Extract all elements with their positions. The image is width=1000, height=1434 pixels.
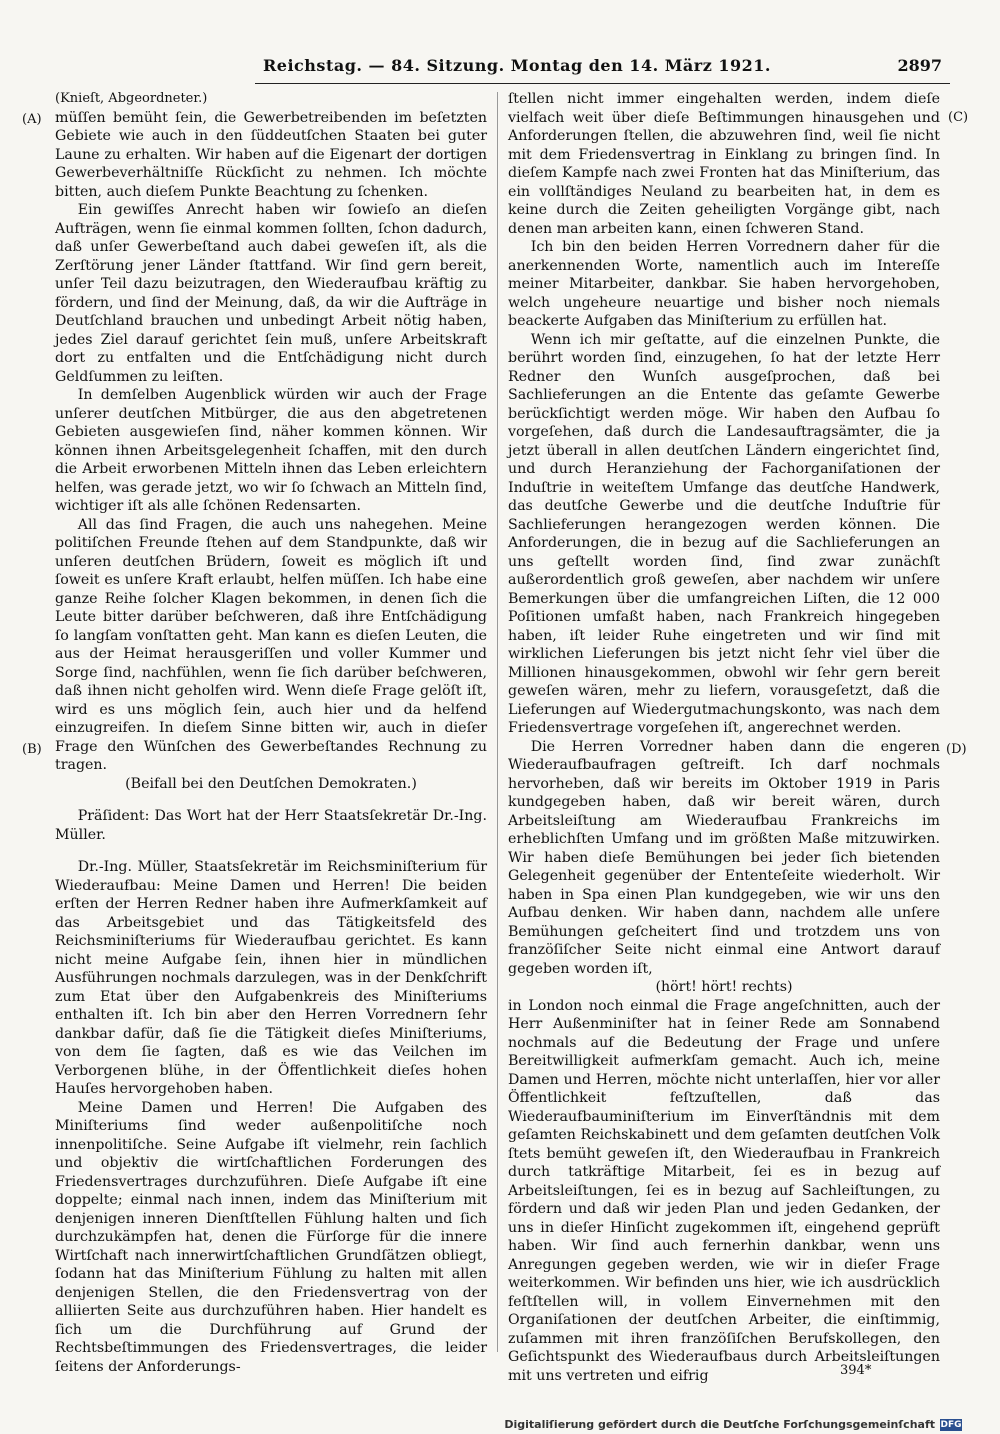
column-divider — [497, 92, 498, 1352]
margin-marker-c: (C) — [948, 110, 969, 125]
paragraph: Ein gewiſſes Anrecht haben wir ſowieſo an dieſen Aufträgen, wenn ſie einmal kommen ſollten, ſchon dadurch, daß unſer Gewerbeſtand auch dabei geweſen iſt, als die Zerſtörung jener Länder ſtattfand. Wir ſind gern bereit, unſer Teil dazu beizutragen, den Wiederaufbau kräftig zu fördern, und ſind der Meinung, daß, da wir die Aufträge in Deutſchland brauchen und unbedingt Arbeit nötig haben, jedes Ziel darauf gerichtet ſein muß, unſere Arbeitskraft dort zu entfalten und die Entſchädigung nicht durch Geldſummen zu leiſten. — [55, 202, 487, 385]
paragraph: Meine Damen und Herren! Die Aufgaben des Miniſteriums ſind weder außenpolitiſche noch innenpolitiſche. Seine Aufgabe iſt vielmehr, rein ſachlich und objektiv die wirtſchaftlichen Forderungen des Friedensvertrages durchzuführen. Dieſe Aufgabe iſt eine doppelte; einmal nach innen, indem das Miniſterium mit denjenigen inneren Dienſtſtellen Fühlung halten und ſich durchzukämpfen hat, denen die Fürſorge für die innere Wirtſchaft nach innerwirtſchaftlichen Grundſätzen obliegt, ſodann hat das Miniſterium Fühlung zu halten mit allen denjenigen Stellen, die den Friedensvertrag von der alliierten Seite aus durchzuführen haben. Hier handelt es ſich um die Durchführung auf Grund der Rechtsbeſtimmungen des Friedensvertrages, die leider ſeitens der Anforderungs- — [55, 1099, 487, 1375]
paragraph: In demſelben Augenblick würden wir auch der Frage unſerer deutſchen Mitbürger, die aus den abgetretenen Gebieten ausgewieſen ſind, näher kommen können. Wir können ihnen Arbeitsgelegenheit ſchaffen, mit den durch die Arbeit erworbenen Mitteln ihnen das Leben erleichtern helfen, was gerade jetzt, wo wir ſo ſchwach an Mitteln ſind, wichtiger iſt als alle ſchönen Redensarten. — [55, 387, 487, 514]
left-column — [55, 90, 487, 1376]
page-header — [255, 54, 950, 84]
margin-marker-b: (B) — [22, 742, 42, 757]
signature-mark: 394* — [840, 1363, 872, 1378]
speaker-note: (Knieſt, Abgeordneter.) — [55, 91, 208, 106]
paragraph: Ich bin den beiden Herren Vorrednern daher für die anerkennenden Worte, namentlich auch im Intereſſe meiner Mitarbeiter, dankbar. Sie haben hervorgehoben, welch ungeheure neuartige und bisher noch niemals beackerte Aufgaben das Miniſterium zu erfüllen hat. — [508, 239, 940, 329]
margin-marker-d: (D) — [946, 742, 967, 757]
header-rule — [255, 83, 950, 84]
paragraph: All das ſind Fragen, die auch uns nahegehen. Meine politiſchen Freunde ſtehen auf dem Standpunkte, daß wir unſeren deutſchen Brüdern, ſoweit es möglich iſt und ſoweit es unſere Kraft erlaubt, helfen müſſen. Ich habe eine ganze Reihe ſolcher Klagen bekommen, in denen ſich die Leute bitter darüber beſchweren, daß ihre Entſchädigung ſo langſam vonſtatten geht. Man kann es dieſen Leuten, die aus der Heimat herausgeriſſen und voller Kummer und Sorge ſind, nachfühlen, wenn ſie ſich darüber beſchweren, daß ihnen nicht geholfen wird. Wenn dieſe Frage gelöſt iſt, wird es uns möglich ſein, auch hier und da helfend einzugreifen. In dieſem Sinne bitten wir, auch in dieſer Frage den Wünſchen des Gewerbeſtandes Rechnung zu tragen. — [55, 516, 487, 773]
right-column — [508, 90, 940, 1385]
president-statement: Präſident: Das Wort hat der Herr Staatsſekretär Dr.-Ing. Müller. — [55, 808, 487, 843]
paragraph: ſtellen nicht immer eingehalten werden, indem dieſe vielfach weit über dieſe Beſtimmungen hinausgehen und Anforderungen ſtellen, die abzuwehren ſind, weil ſie nicht mit dem Friedensvertrag in Einklang zu bringen ſind. In dieſem Kampfe nach zwei Fronten hat das Miniſterium, das ein vollſtändiges Neuland zu bearbeiten hat, in dem es keine durch die Zeiten geheiligten Vorgänge gibt, nach denen man arbeiten kann, einen ſchweren Stand. — [508, 91, 940, 237]
paragraph: müſſen bemüht ſein, die Gewerbetreibenden im beſetzten Gebiete wie auch in den ſüddeutſchen Staaten bei guter Laune zu erhalten. Wir haben auf die Eigenart der dortigen Gewerbeverhältniſſe Rückſicht zu nehmen. Ich möchte bitten, auch dieſem Punkte Beachtung zu ſchenken. — [55, 109, 487, 200]
paragraph: Dr.-Ing. Müller, Staatsſekretär im Reichsminiſterium für Wiederaufbau: Meine Damen und Herren! Die beiden erſten der Herren Redner haben ihre Aufmerkſamkeit auf das Arbeitsgebiet und das Tätigkeitsfeld des Reichsminiſteriums für Wiederaufbau gerichtet. Es kann nicht meine Aufgabe ſein, ihnen hier in mündlichen Ausführungen nochmals darzulegen, was in der Denkſchrift zum Etat über den Aufgabenkreis des Miniſteriums enthalten iſt. Ich bin aber den Herren Vorrednern ſehr dankbar dafür, daß ſie die Tätigkeit dieſes Miniſteriums, von dem ſie ſagten, daß es wie das Veilchen im Verborgenen blühe, in der Öffentlichkeit dieſes hohen Hauſes hervorgehoben haben. — [55, 859, 487, 1097]
margin-marker-a: (A) — [22, 112, 42, 127]
paragraph: in London noch einmal die Frage angeſchnitten, auch der Herr Außenminiſter hat in ſeiner Rede am Sonnabend nochmals auf die Bedeutung der Frage und unſere Bereitwilligkeit aufmerkſam gemacht. Auch ich, meine Damen und Herren, möchte nicht unterlaſſen, hier vor aller Öffentlichkeit feſtzuſtellen, daß das Wiederaufbauminiſterium im Einverſtändnis mit dem geſamten Reichskabinett und dem geſamten deutſchen Volk ſtets bemüht geweſen iſt, den Wiederaufbau in Frankreich durch tatkräftige Mitarbeit, ſei es in bezug auf Arbeitsleiſtungen, ſei es in bezug auf Sachleiſtungen, zu fördern und daß wir jeden Plan und jeden Gedanken, der uns in dieſer Hinſicht zugekommen iſt, eingehend geprüft haben. Wir ſind auch fernerhin dankbar, wenn uns Anregungen gegeben werden, wie wir in dieſer Frage weiterkommen. Wir befinden uns hier, wie ich ausdrücklich feſtſtellen will, in vollem Einvernehmen mit den Organiſationen der deutſchen Arbeiter, die einſtimmig, zuſammen mit ihren franzöſiſchen Berufskollegen, den Geſichtspunkt des Wiederaufbaus durch Arbeitsleiſtungen mit uns vertreten und eifrig — [508, 997, 940, 1384]
header-title: Reichstag. — 84. Sitzung. Montag den 14. März 1921. — [263, 56, 771, 75]
interjection-note: (hört! hört! rechts) — [655, 979, 793, 995]
paragraph: Wenn ich mir geſtatte, auf die einzelnen Punkte, die berührt worden ſind, einzugehen, ſo hat der letzte Herr Redner den Wunſch ausgeſprochen, daß bei Sachlieferungen an die Entente das geſamte Gewerbe berückſichtigt werden möge. Wir haben den Aufbau ſo vorgeſehen, daß durch die Landesauftragsämter, die ja jetzt überall in allen deutſchen Ländern eingerichtet ſind, und durch Heranziehung der Fachorganiſationen der Induſtrie in weiteſtem Umfange das deutſche Handwerk, das deutſche Gewerbe und die deutſche Induſtrie für Sachlieferungen herangezogen werden können. Die Anforderungen, die in bezug auf die Sachlieferungen an uns geſtellt worden ſind, ſind zwar zunächſt außerordentlich groß geweſen, aber nachdem wir unſere Bemerkungen über die umfangreichen Liſten, die 12 000 Poſitionen umfaßt haben, nach Frankreich hingegeben haben, iſt leider Ruhe eingetreten und wir ſind mit wirklichen Lieferungen bis jetzt nicht ſehr viel über die Millionen hinausgekommen, obwohl wir ſehr gern bereit geweſen wären, mehr zu liefern, vorausgeſetzt, daß die Lieferungen auf Wiedergutmachungskonto, was nach dem Friedensvertrage vorgeſehen iſt, angerechnet werden. — [508, 331, 940, 736]
page-number: 2897 — [897, 56, 942, 75]
digitization-credit — [504, 1418, 962, 1431]
applause-note: (Beifall bei den Deutſchen Demokraten.) — [125, 775, 417, 792]
paragraph: Die Herren Vorredner haben dann die engeren Wiederaufbaufragen geſtreift. Ich darf nochmals hervorheben, daß wir bereits im Oktober 1919 in Paris kundgegeben haben, daß wir bereit wären, durch Arbeitsleiſtung am Wiederaufbau Frankreichs im erheblichſten Umfang und im größten Maße mitzuwirken. Wir haben dieſe Bemühungen bei jeder ſich bietenden Gelegenheit gegenüber der Ententeſeite wiederholt. Wir haben in Spa einen Plan kundgegeben, wie wir uns den Aufbau denken. Wir haben dann, nachdem alle unſere Bemühungen geſcheitert ſind und trotzdem uns von franzöſiſcher Seite nicht einmal eine Antwort darauf gegeben worden iſt, — [508, 738, 940, 977]
credit-text: Digitaliſierung gefördert durch die Deutſche Forſchungsgemeinſchaft — [504, 1418, 935, 1431]
dfg-logo: DFG — [940, 1419, 962, 1430]
